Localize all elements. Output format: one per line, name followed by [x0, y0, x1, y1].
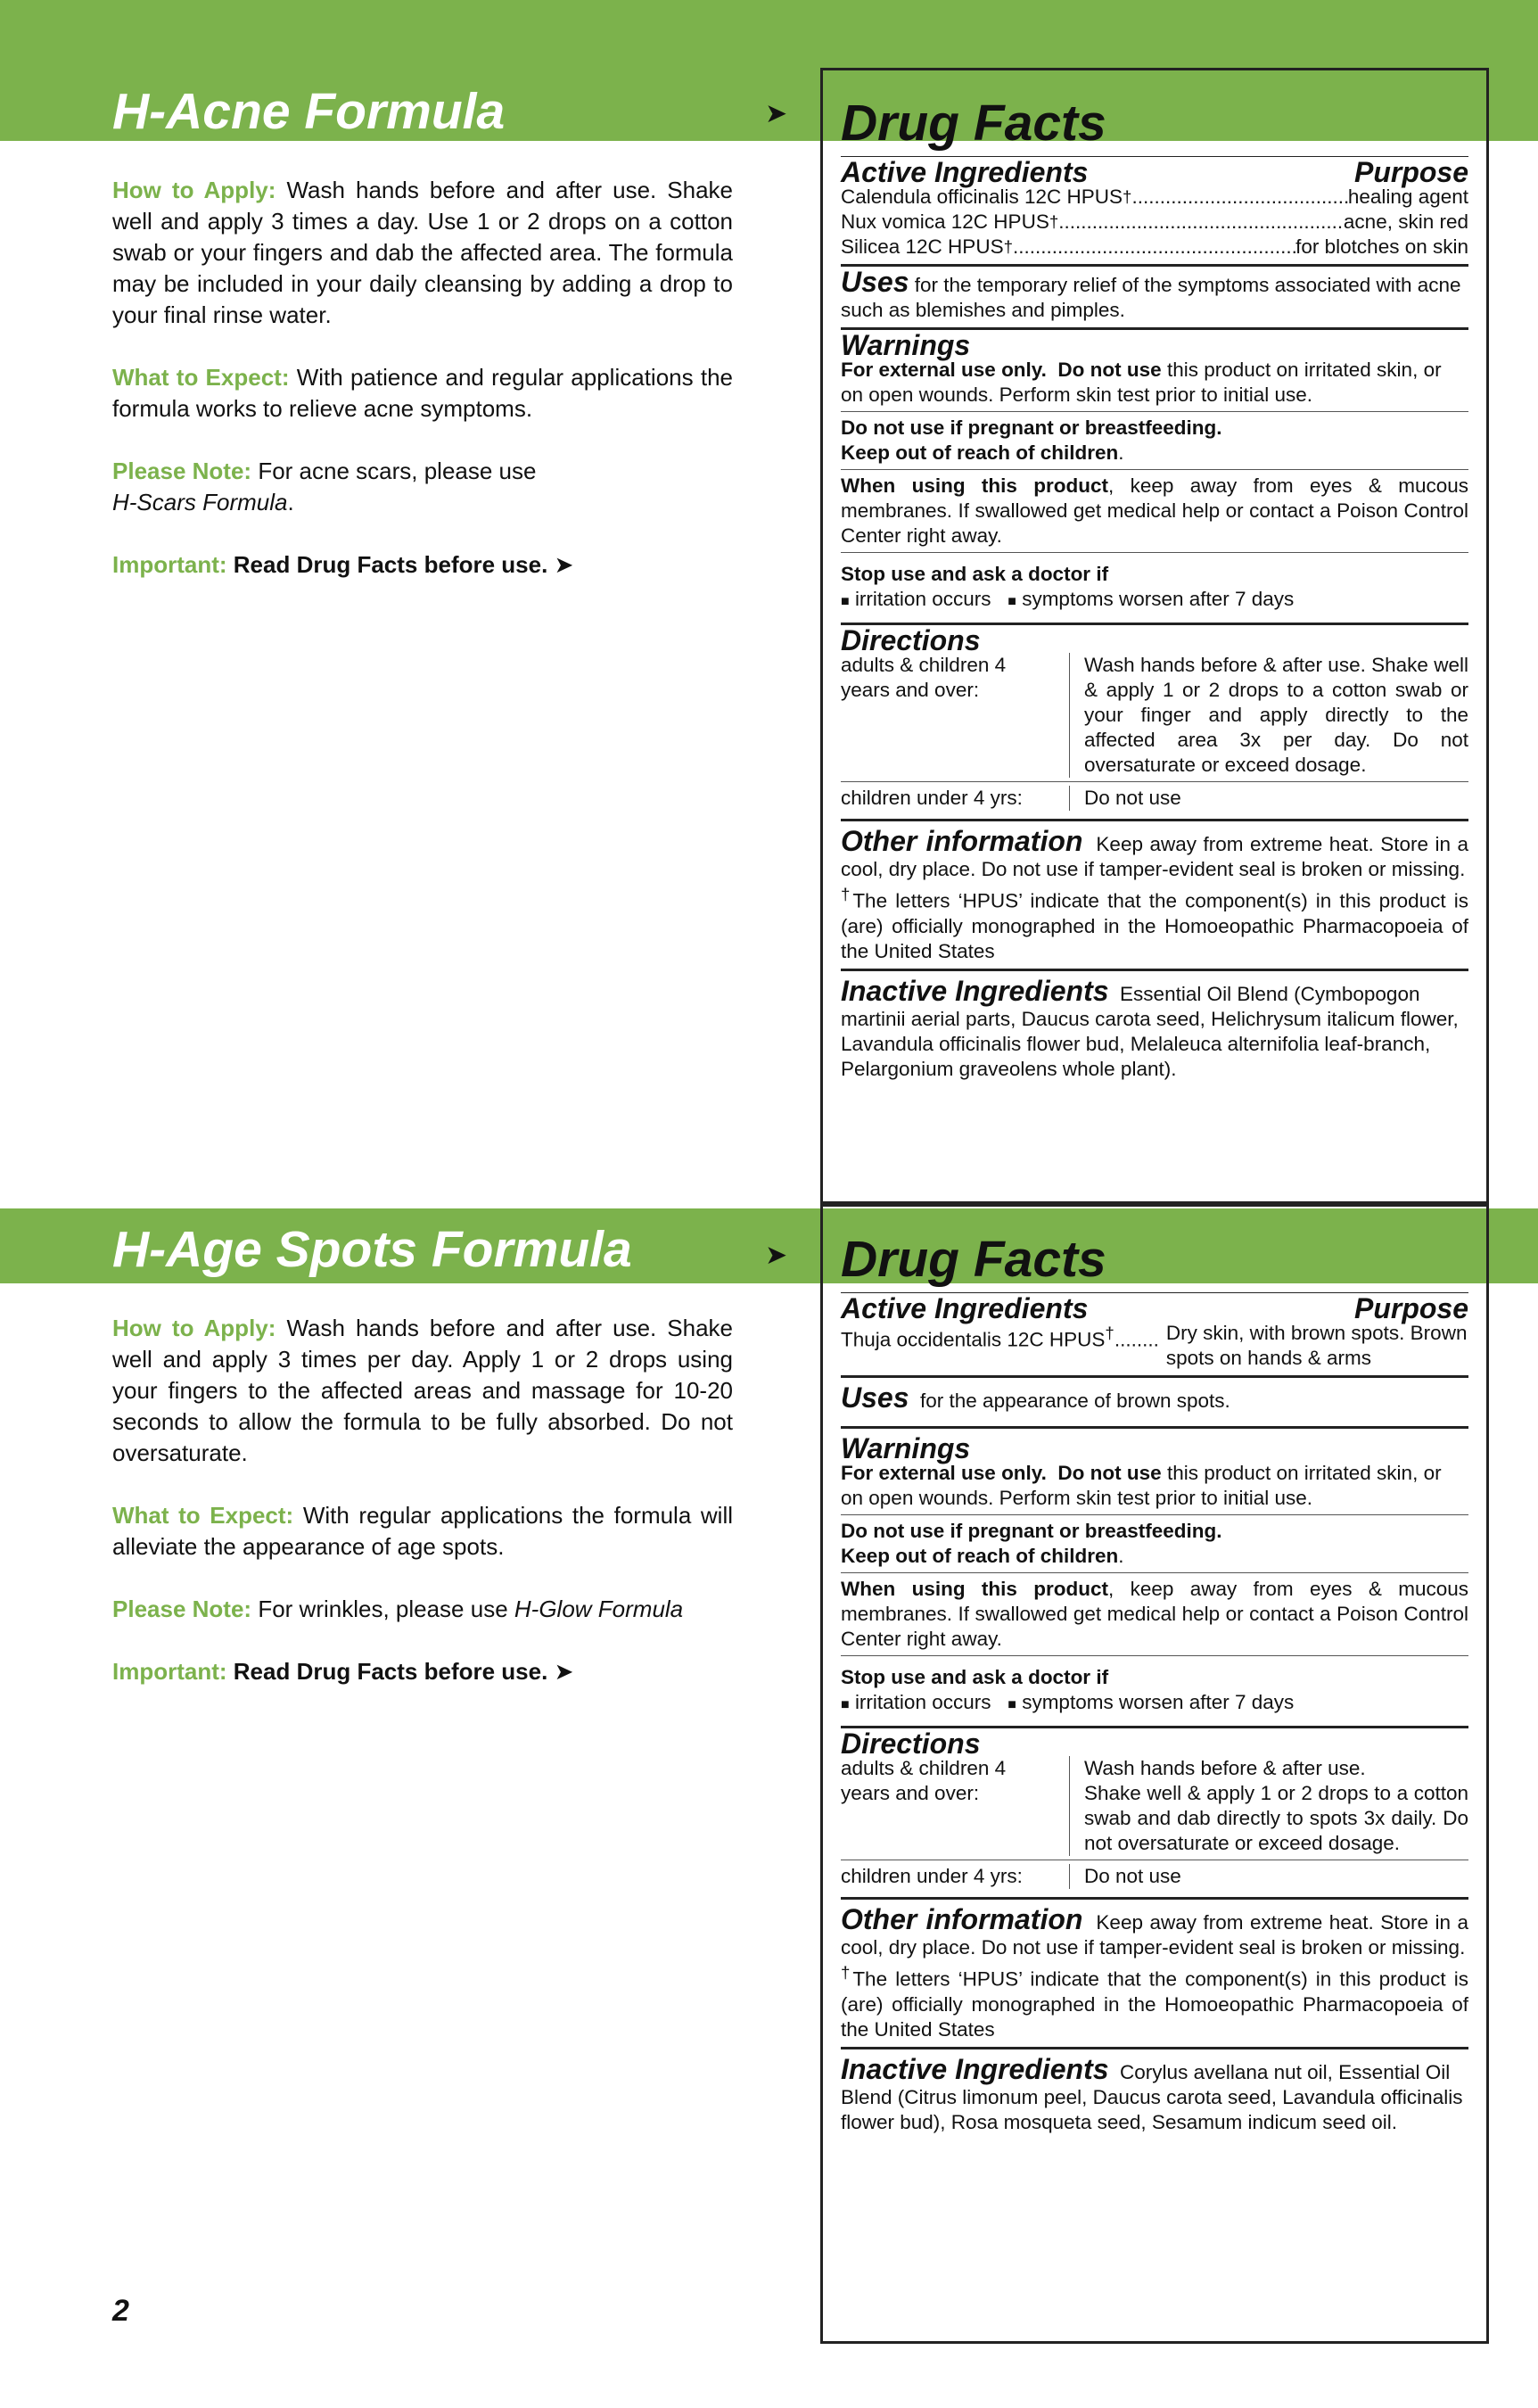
arrow-icon: ➤ — [554, 551, 574, 578]
bullet-square-icon: ■ — [1008, 1697, 1016, 1712]
ingredient-row: Calendula officinalis 12C HPUS † ..... healing agent — [841, 185, 1468, 210]
acne-how-to-apply: How to Apply: Wash hands before and after use. Shake well and apply 3 times a day. Use 1 or 2 drops on a cotton swab or your fingers and dab the affected area. The formula may be included in your daily cleansing by adding a drop to your final rinse water. — [112, 177, 734, 328]
other-information-header: Other information — [841, 1903, 1083, 1935]
pregnancy-warning: Do not use if pregnant or breastfeeding. Keep out of reach of children. — [841, 411, 1468, 469]
age-please-note: Please Note: For wrinkles, please use H-Glow Formula — [112, 1596, 684, 1622]
active-ingredients-section — [841, 1292, 1468, 1375]
acne-title: H-Acne Formula — [112, 83, 506, 140]
external-use-warning: For external use only. Do not use this product on irritated skin, or on open wounds. Perform skin test prior to initial use. — [841, 1462, 1442, 1509]
directions-children-text: Do not use — [1069, 1864, 1468, 1889]
bullet-square-icon: ■ — [1008, 594, 1016, 609]
directions-header: Directions — [841, 624, 981, 656]
directions-header: Directions — [841, 1728, 981, 1760]
other-information-section: Other information Keep away from extreme heat. Store in a cool, dry place. Do not use if tamper-evident seal is broken or missing. †The letters ‘HPUS’ indicate that the component(s) in this product is (are) officially monographed in the Homoeopathic Pharmacopoeia of the United States — [841, 819, 1468, 969]
acne-please-note: Please Note: For acne scars, please use H-Scars Formula. — [112, 458, 537, 515]
stop-use-warning: Stop use and ask a doctor if ■ irritation occurs ■ symptoms worsen after 7 days — [841, 1655, 1468, 1721]
uses-header: Uses — [841, 1381, 909, 1414]
uses-header: Uses — [841, 266, 909, 298]
directions-section — [841, 1726, 1468, 1897]
purpose-header: Purpose — [1353, 156, 1468, 188]
stop-use-warning: Stop use and ask a doctor if ■ irritation occurs ■ symptoms worsen after 7 days — [841, 552, 1468, 618]
drug-facts-title: Drug Facts — [841, 95, 1106, 152]
age-spots-title: H-Age Spots Formula — [112, 1221, 632, 1278]
active-ingredients-section — [841, 156, 1468, 264]
arrow-icon: ➤ — [765, 99, 788, 128]
warnings-header: Warnings — [841, 1432, 971, 1464]
active-ingredients-header: Active Ingredients — [841, 156, 1089, 188]
pregnancy-warning: Do not use if pregnant or breastfeeding. Keep out of reach of children. — [841, 1514, 1468, 1572]
arrow-icon: ➤ — [765, 1241, 788, 1270]
warnings-section — [841, 327, 1468, 623]
warnings-header: Warnings — [841, 329, 971, 361]
warnings-section — [841, 1426, 1468, 1726]
directions-children-label: children under 4 yrs: — [841, 787, 1023, 809]
inactive-ingredients-header: Inactive Ingredients — [841, 2052, 1109, 2085]
arrow-icon: ➤ — [554, 1658, 574, 1685]
directions-adults-label: adults & children 4 years and over: — [841, 654, 1007, 701]
directions-children-label: children under 4 yrs: — [841, 1865, 1023, 1887]
directions-section — [841, 623, 1468, 819]
ingredient-row: Thuja occidentalis 12C HPUS†........ Dry skin, with brown spots. Brown spots on hands & arms — [841, 1322, 1468, 1369]
when-using-warning: When using this product, keep away from eyes & mucous membranes. If swallowed get medical help or contact a Poison Control Center right away. — [841, 1572, 1468, 1655]
other-information-section: Other information Keep away from extreme heat. Store in a cool, dry place. Do not use if tamper-evident seal is broken or missing. †The letters ‘HPUS’ indicate that the component(s) in this product is (are) officially monographed in the Homoeopathic Pharmacopoeia of the United States — [841, 1897, 1468, 2047]
ingredient-row: Nux vomica 12C HPUS † ..... acne, skin red — [841, 210, 1468, 235]
uses-section: Uses for the temporary relief of the symptoms associated with acne such as blemishes and pimples. — [841, 264, 1468, 327]
active-ingredients-header: Active Ingredients — [841, 1292, 1089, 1324]
inactive-ingredients-header: Inactive Ingredients — [841, 974, 1109, 1007]
age-important: Important: Read Drug Facts before use. ➤ — [112, 1658, 574, 1685]
age-how-to-apply: How to Apply: Wash hands before and after use. Shake well and apply 3 times per day. Apply 1 or 2 drops using your fingers to the affected areas and massage for 10-20 seconds to allow the formula to be fully absorbed. Do not oversaturate. — [112, 1315, 734, 1466]
other-information-header: Other information — [841, 825, 1083, 857]
age-what-to-expect: What to Expect: With regular applications the formula will alleviate the appearance of age spots. — [112, 1502, 733, 1560]
ingredient-row: Silicea 12C HPUS † ..... for blotches on skin — [841, 235, 1468, 260]
age-drug-facts-panel — [820, 1204, 1489, 2344]
age-instructions — [112, 1313, 733, 1719]
directions-children-text: Do not use — [1069, 786, 1468, 811]
external-use-warning: For external use only. Do not use this product on irritated skin, or on open wounds. Perform skin test prior to initial use. — [841, 359, 1442, 406]
acne-instructions — [112, 175, 733, 612]
purpose-header: Purpose — [1353, 1292, 1468, 1324]
inactive-ingredients-section: Inactive Ingredients Essential Oil Blend (Cymbopogon martinii aerial parts, Daucus carota seed, Helichrysum italicum flower, Lavandula officinalis flower bud, Melaleuca alternifolia leaf-branch, Pelargonium graveolens whole plant). — [841, 969, 1468, 1086]
acne-important: Important: Read Drug Facts before use. ➤ — [112, 551, 574, 578]
inactive-ingredients-section: Inactive Ingredients Corylus avellana nut oil, Essential Oil Blend (Citrus limonum peel, Daucus carota seed, Lavandula officinalis flower bud), Rosa mosqueta seed, Sesamum indicum seed oil. — [841, 2047, 1468, 2140]
bullet-square-icon: ■ — [841, 594, 850, 609]
acne-drug-facts-panel — [820, 68, 1489, 1204]
uses-section: Uses for the appearance of brown spots. — [841, 1375, 1468, 1426]
drug-facts-title: Drug Facts — [841, 1231, 1106, 1288]
acne-what-to-expect: What to Expect: With patience and regular applications the formula works to relieve acne symptoms. — [112, 364, 733, 422]
directions-adults-label: adults & children 4 years and over: — [841, 1757, 1007, 1804]
bullet-square-icon: ■ — [841, 1697, 850, 1712]
directions-adults-text: Wash hands before & after use. Shake well & apply 1 or 2 drops to a cotton swab and dab directly to spots 3x daily. Do not oversaturate or exceed dosage. — [1069, 1756, 1468, 1856]
when-using-warning: When using this product, keep away from eyes & mucous membranes. If swallowed get medical help or contact a Poison Control Center right away. — [841, 469, 1468, 552]
page-number: 2 — [112, 2294, 129, 2328]
directions-adults-text: Wash hands before & after use. Shake well & apply 1 or 2 drops to a cotton swab or your finger and apply directly to the affected area 3x per day. Do not oversaturate or exceed dosage. — [1069, 653, 1468, 778]
